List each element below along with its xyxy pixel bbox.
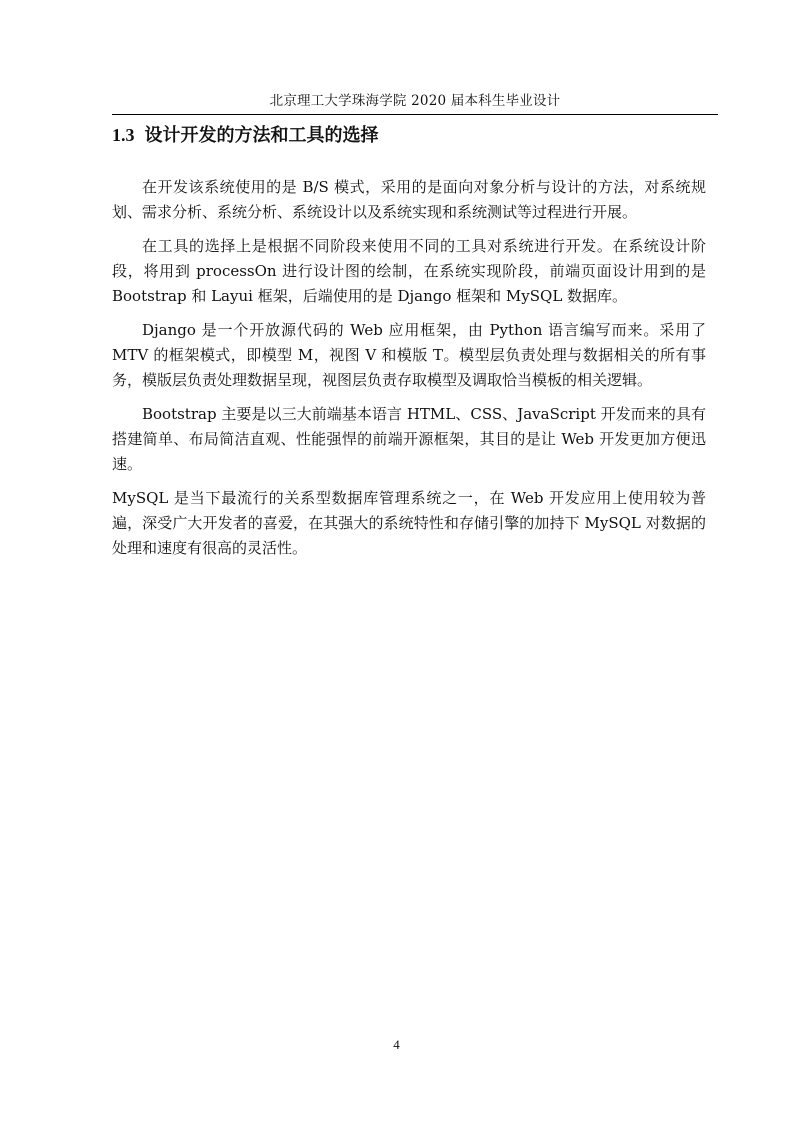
paragraph-django: Django 是一个开放源代码的 Web 应用框架，由 Python 语言编写而来。采用了 MTV 的框架模式，即模型 M，视图 V 和模版 T。模型层负责处理与数据相关的所有事务，模版层负责处理数据呈现，视图层负责存取模型及调取恰当模板的相关逻辑。 (112, 321, 706, 389)
paragraph-tool-selection: 在工具的选择上是根据不同阶段来使用不同的工具对系统进行开发。在系统设计阶段，将用到 processOn 进行设计图的绘制，在系统实现阶段，前端页面设计用到的是 Bootstrap 和 Layui 框架，后端使用的是 Django 框架和 MySQL 数据库。 (112, 237, 706, 305)
paragraph-bootstrap: Bootstrap 主要是以三大前端基本语言 HTML、CSS、JavaScript 开发而来的具有搭建简单、布局简洁直观、性能强悍的前端开源框架，其目的是让 Web 开发更加方便迅速。 (112, 405, 706, 473)
paragraph-bs-mode: 在开发该系统使用的是 B/S 模式，采用的是面向对象分析与设计的方法，对系统规划、需求分析、系统分析、系统设计以及系统实现和系统测试等过程进行开展。 (112, 178, 706, 221)
section-heading (112, 124, 718, 147)
page-number: 4 (393, 1037, 400, 1052)
section-title: 设计开发的方法和工具的选择 (144, 125, 379, 146)
section-number: 1.3 (112, 125, 135, 145)
body-text (112, 175, 706, 570)
running-header: 北京理工大学珠海学院 2020 届本科生毕业设计 (269, 93, 561, 109)
header-divider (112, 114, 718, 115)
paragraph-mysql: MySQL 是当下最流行的关系型数据库管理系统之一，在 Web 开发应用上使用较为普遍，深受广大开发者的喜爱，在其强大的系统特性和存储引擎的加持下 MySQL 对数据的处理和速度有很高的灵活性。 (112, 489, 706, 557)
